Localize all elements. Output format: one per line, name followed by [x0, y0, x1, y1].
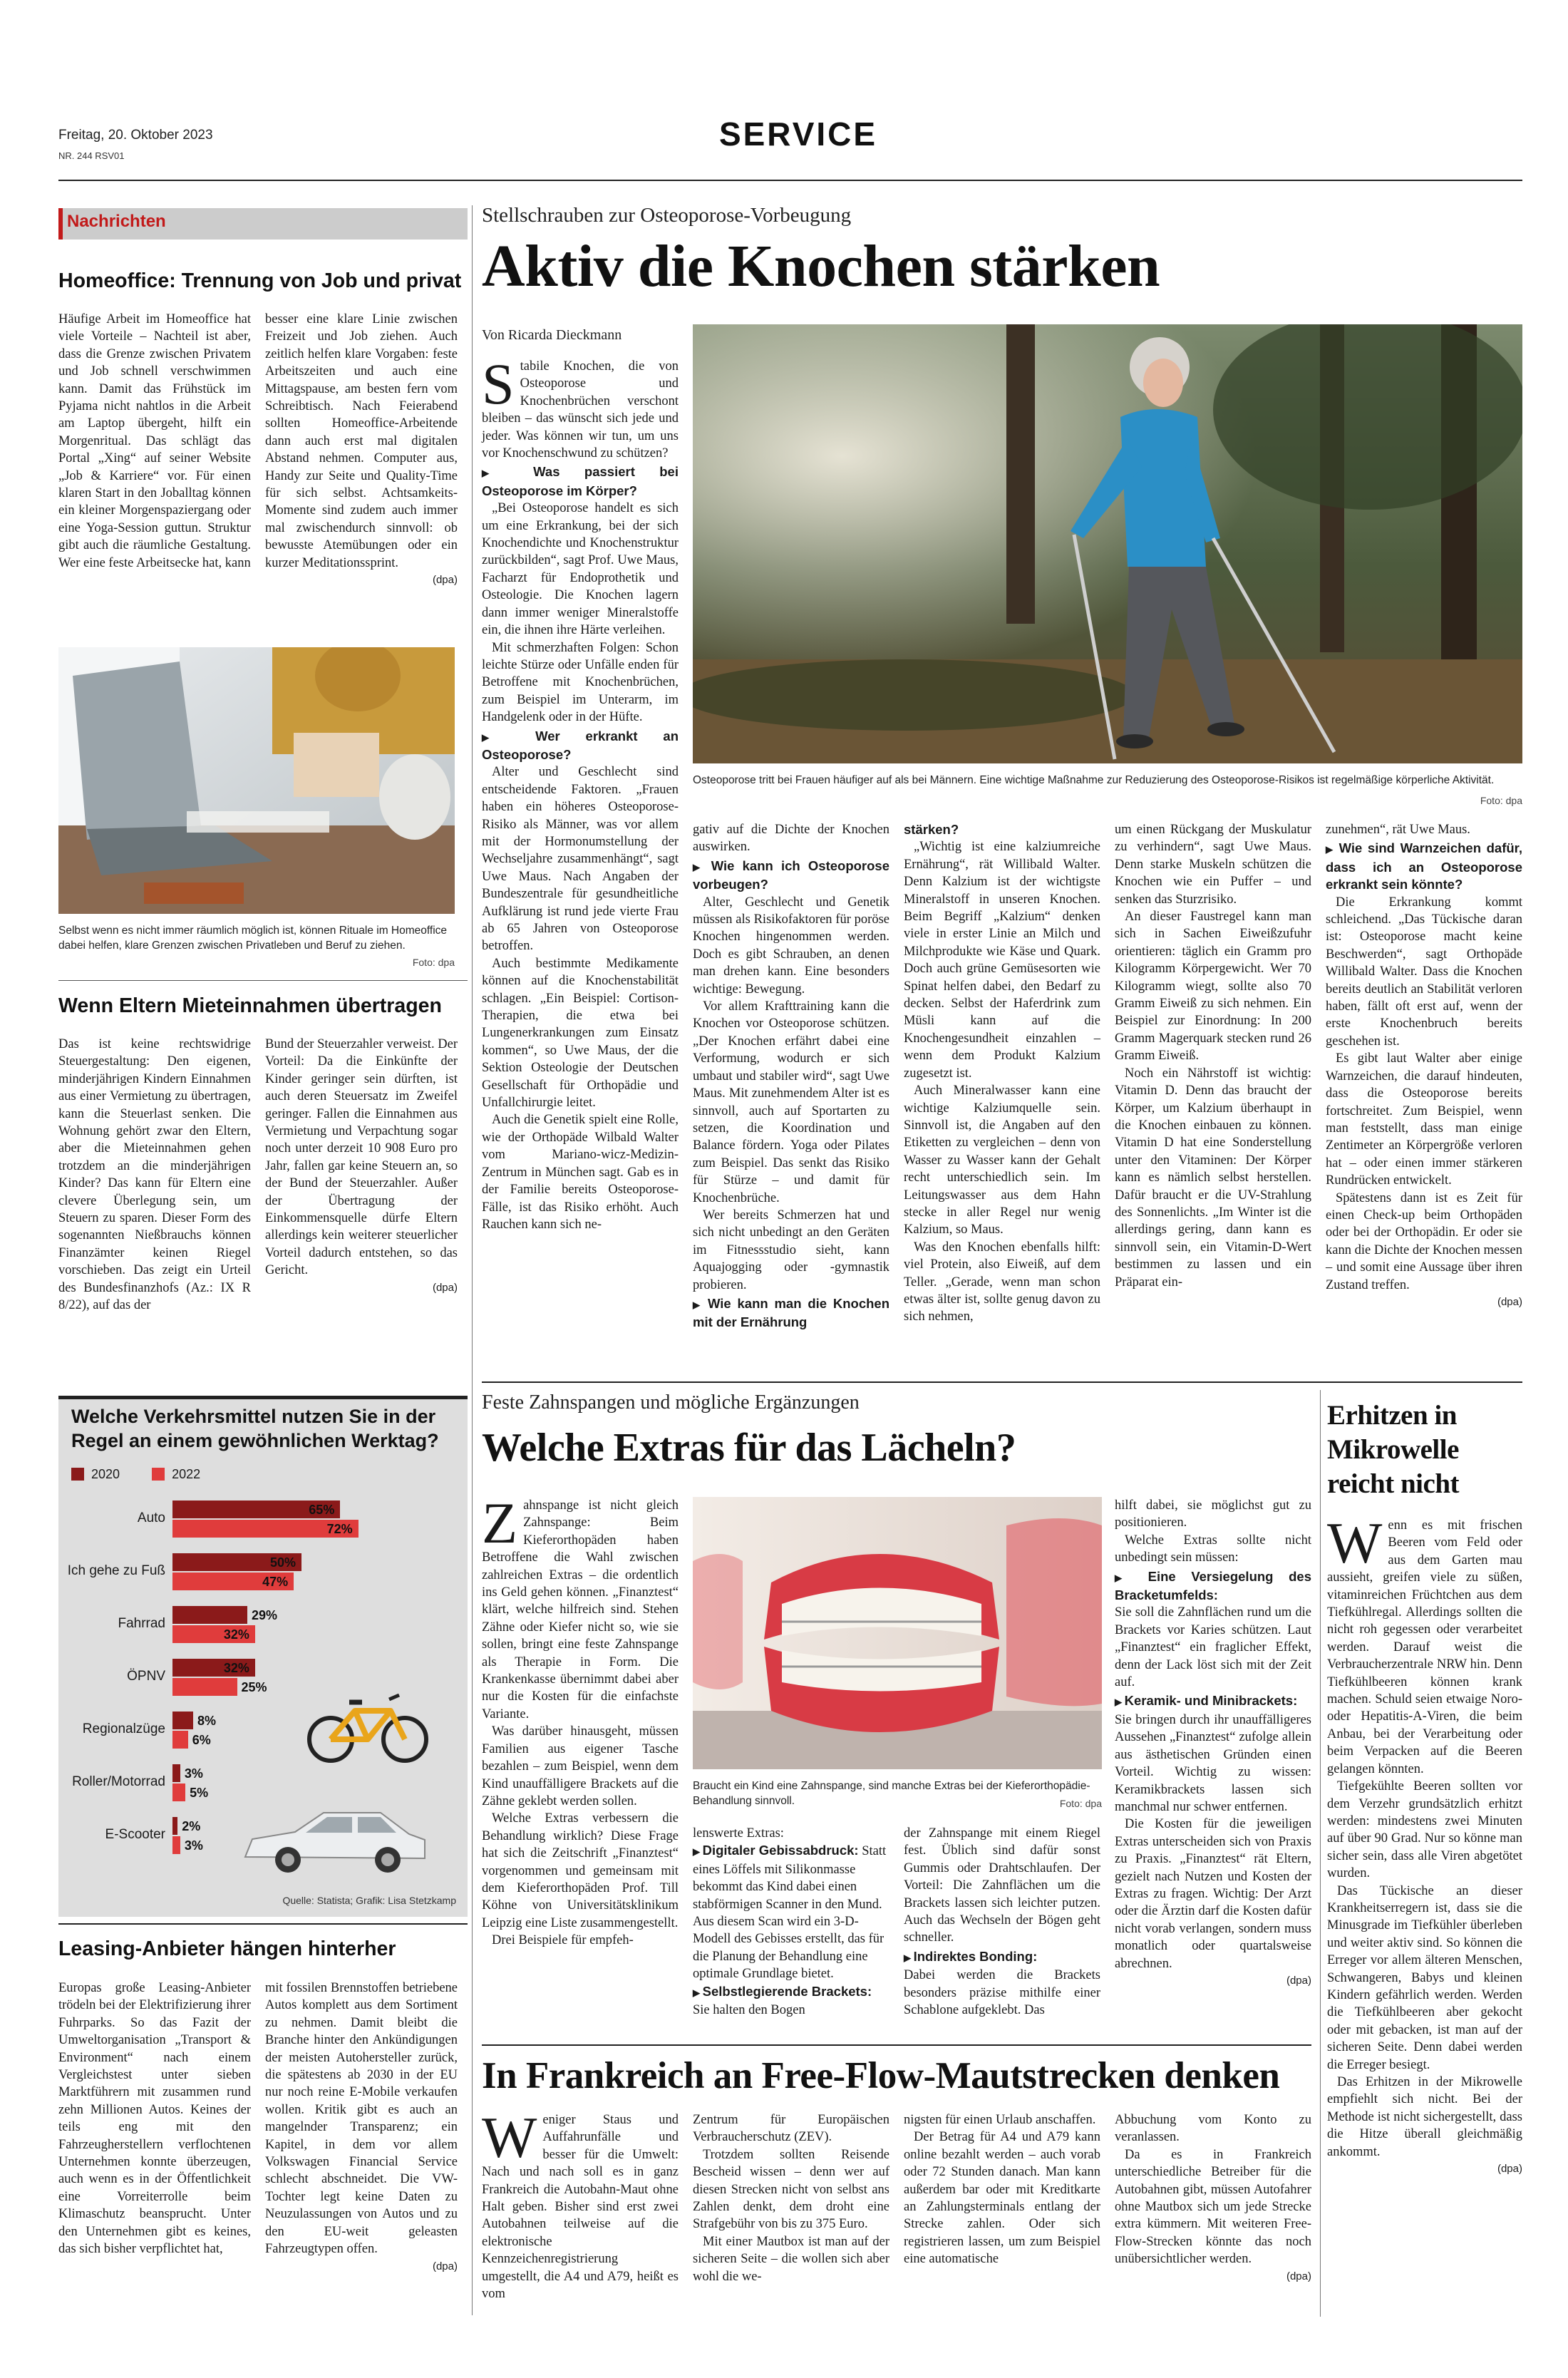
nordic-walking-illustration	[693, 324, 1522, 763]
chart-category-label: ÖPNV	[127, 1669, 165, 1684]
zahn-kicker: Feste Zahnspangen und mögliche Ergänzungen	[482, 1391, 860, 1414]
bicycle-icon	[305, 1689, 433, 1768]
maut-credit: (dpa)	[1286, 2270, 1311, 2282]
chart-bar-2022	[172, 1836, 180, 1854]
zahn-credit: (dpa)	[1286, 1974, 1311, 1987]
news-label: Nachrichten	[67, 212, 166, 231]
osteo-caption: Osteoporose tritt bei Frauen häufiger auf als bei Männern. Eine wichtige Maßnahme zur Reduzierung des Osteoporose-Risikos ist regelmäßige körperliche Aktivität.	[693, 774, 1495, 786]
zahn-col1: Zahnspange ist nicht gleich Zahnspange: Beim Kieferorthopäden haben Betroffene die Wahl zwischen zahlreichen Extras – die ordentlich ins Geld gehen können. „Finanztest“ klärt, welche hilfreich sind. Stehen Zähne oder Kiefer nicht so, wie sie sollen, bringt eine feste Zahnspange als Therapie in Form. Die Krankenkasse übernimmt dabei aber nur die Kosten für die einfachste Variante. Was darüber hinausgeht, müssen Familien aus eigener Tasche bezahlen – zum Beispiel, wenn dem Kind unauffälligere Brackets auf die Zähne geklebt werden sollen. Welche Extras verbessern die Behandlung wirklich? Diese Frage hat sich die Zeitschrift „Finanztest“ vorgenommen und gemeinsam mit dem Kieferorthopäden Prof. Till Köhne von Universitätsklinikum Leipzig eine Liste zusammengestellt. Drei Beispiele für empfeh-	[482, 1491, 679, 1948]
chart-legend	[71, 1465, 200, 1483]
mieten-credit: (dpa)	[432, 1281, 458, 1294]
leasing-col2: mit fossilen Brennstoffen betriebene Autos komplett aus dem Sortiment zu nehmen. Damit bleibt die Branche hinter den Ankündigungen der meisten Autohersteller zurück, die spätestens ab 2030 in der EU nur noch reine E-Mobile verkaufen wollen. Kritik gibt es auch an mangelnder Transparenz; ein Kapitel, in dem vor allem Volkswagen Financial Service schlecht abschneidet. Die VW-Tochter legt keine Daten zu Neuzulassungen von Autos und zu den EU-weit geleasten Fahrzeugtypen offen. (dpa)	[265, 1980, 458, 2275]
chart-source: Quelle: Statista; Grafik: Lisa Stetzkamp	[282, 1895, 456, 1906]
legend-2020: 2020	[91, 1467, 120, 1482]
chart-bar-2022	[172, 1678, 237, 1696]
column-rule	[472, 205, 473, 2315]
mieten-col2: Bund der Steuerzahler verweist. Der Vorteil: Da die Einkünfte der Kinder geringer sein dürften, ist auch deren Steuersatz im Zweifel geringer. Fallen die Einnahmen aus Vermietung und Verpachtung sogar noch unter derzeit 10 908 Euro pro Jahr, fallen gar keine Steuern an, so der Bund der Steuerzahler. Außer der Übertragung der Einkommensquelle dürfe Eltern allerdings kein weiterer steuerlicher Vorteil dadurch entstehen, so das Gericht. (dpa)	[265, 1036, 458, 1297]
legend-2022: 2022	[172, 1467, 201, 1482]
osteo-credit: (dpa)	[1497, 1295, 1522, 1308]
maut-col4: Abbuchung vom Konto zu veranlassen. Da es in Frankreich unterschiedliche Betreiber für die Autobahnen gibt, müssen Autofahrer ohne Mautbox sich um jede Strecke extra kümmern. Mit weiteren Free-Flow-Strecken könnte das noch unübersichtlicher werden. (dpa)	[1115, 2111, 1311, 2285]
osteo-col3: stärken? „Wichtig ist eine kalziumreiche Ernährung“, rät Willibald Walter. Denn Kalzium ist der wichtigste Mineralstoff in unseren Knochen. Beim Begriff „Kalzium“ denken viele in erster Linie an Milch und Milchprodukte wie Käse und Quark. Doch auch grüne Gemüsesorten wie Spinat helfen dabei, den Bedarf zu decken. Selbst der Haferdrink zum Müsli kann auf die Knochengesundheit einzahlen – wenn dem Produkt Kalzium zugesetzt ist. Auch Mineralwasser kann eine wichtige Kalziumquelle sein. Sinnvoll ist, die Angaben auf den Etiketten zu vergleichen – denn von Wasser zu Wasser kann der Gehalt recht unterschiedlich sein. Im Leitungswasser aus dem Hahn stecke in aller Regel nur wenig Kalzium, so Maus. Was den Knochen ebenfalls hilft: viel Protein, also Eiweiß, auf dem Teller. „Gerade, wenn man schon etwas älter ist, sollte genug davon zu sich nehmen,	[904, 822, 1100, 1324]
zahn-col3: der Zahnspange mit einem Riegel fest. Üblich sind dafür sonst Gummis oder Drahtschlaufen. Der Vorteil: Die Zahnflächen um die Brackets lassen sich leichter putzen. Auch das Wechseln der Bögen geht schneller. ▶ Indirektes Bonding: Dabei werden die Brackets besonders präzise mithilfe einer Schablone aufgeklebt. Das	[904, 1825, 1100, 2019]
chart-value-label: 29%	[251, 1608, 277, 1622]
column-rule	[1320, 1390, 1321, 2317]
homeoffice-headline: Homeoffice: Trennung von Job und privat	[58, 269, 462, 292]
chart-category-label: Fahrrad	[118, 1616, 165, 1631]
chart-value-label: 25%	[241, 1680, 267, 1694]
leasing-credit: (dpa)	[432, 2260, 458, 2273]
chart-bar-2020	[172, 1764, 180, 1782]
homeoffice-col2: besser eine klare Linie zwischen Freizeit und Job ziehen. Auch zeitlich helfen klare Vorgaben: feste Arbeitszeiten und auch eine Mittagspause, am besten fern vom Schreibtisch. Nach Feierabend sollten Homeoffice-Arbeitende dann auch erst mal digitalen Abstand nehmen. Computer aus, Handy zur Seite und Quality-Time für sich selbst. Achtsamkeits-Momente sind zudem auch immer mal zwischendurch sinnvoll: ob bewusste Atemübungen oder ein kurzer Meditationssprint. (dpa)	[265, 311, 458, 590]
chart-category-label: Ich gehe zu Fuß	[67, 1563, 165, 1578]
chart-value-label: 32%	[223, 1627, 249, 1642]
chart-value-label: 47%	[262, 1575, 289, 1589]
chart-bar-2022	[172, 1784, 185, 1801]
chart-value-label: 50%	[270, 1555, 296, 1570]
braces-model-illustration	[693, 1497, 1102, 1769]
maut-headline: In Frankreich an Free-Flow-Mautstrecken denken	[482, 2055, 1280, 2096]
chart-bar-2022	[172, 1731, 188, 1749]
divider	[482, 2044, 1311, 2046]
zahn-photo-credit: Foto: dpa	[1059, 1798, 1102, 1809]
chart-value-label: 32%	[223, 1661, 249, 1675]
chart-bar-2020	[172, 1606, 247, 1624]
osteo-byline: Von Ricarda Dieckmann	[482, 327, 622, 343]
news-label-bar	[58, 208, 468, 240]
homeoffice-photo-credit: Foto: dpa	[412, 957, 455, 968]
zahn-col4: hilft dabei, sie möglichst gut zu positionieren. Welche Extras sollte nicht unbedingt sein müssen: ▶ Eine Versiegelung des Bracketumfelds: Sie soll die Zahnflächen rund um die Brackets vor Karies schützen. Laut „Finanztest“ ein fraglicher Effekt, denn der Lack löst sich mit der Zeit auf. ▶ Keramik- und Minibrackets: Sie bringen durch ihr unauffälligeres Aussehen „Finanztest“ zufolge allein aus ästhetischen Gründen einen Vorteil. Wichtig zu wissen: Keramikbrackets lassen sich manchmal nur schwer entfernen. Die Kosten für die jeweiligen Extras unterscheiden sich von Praxis zu Praxis. „Finanztest“ rät Eltern, gezielt nach Nutzen und Kosten der Extras zu fragen. Wichtig: Der Arzt oder die Ärztin darf die Kosten dafür nicht vorab verlangen, sondern muss monatlich oder quartalsweise abrechnen. (dpa)	[1115, 1497, 1311, 1990]
chart-value-label: 6%	[192, 1733, 211, 1747]
divider	[58, 980, 468, 981]
chart-value-label: 5%	[190, 1786, 209, 1800]
zahn-photo	[693, 1497, 1102, 1769]
maut-col2: Zentrum für Europäischen Verbraucherschutz (ZEV). Trotzdem sollten Reisende Bescheid wissen – denn wer auf diesen Strecken nicht von selbst ans Zahlen denkt, dem droht eine Strafgebühr von bis zu 375 Euro. Mit einer Mautbox ist man auf der sicheren Seite – die wollen sich aber wohl die we-	[693, 2113, 889, 2284]
osteo-col4: um einen Rückgang der Muskulatur zu verhindern“, sagt Uwe Maus. Denn starke Muskeln schützen die Knochen wie ein Puffer – und senken das Sturzrisiko. An dieser Faustregel kann man sich in Sachen Eiweißzufuhr orientieren: täglich ein Gramm pro Kilogramm Körpergewicht. Wer 70 Kilogramm wiegt, sollte also 70 Gramm Eiweiß zu sich nehmen. Ein Beispiel zur Einordnung: In 200 Gramm Magerquark stecken rund 26 Gramm Eiweiß. Noch ein Nährstoff ist wichtig: Vitamin D. Denn das braucht der Körper, um Kalzium überhaupt in die Knochen einbauen zu können. Vitamin D hat eine Sonderstellung unter den Vitaminen: Der Körper kann es nämlich selbst herstellen. Dafür braucht er die UV-Strahlung des Sonnenlichts. „Im Winter ist die allerdings gering, dann kann es sinnvoll sein, ein Vitamin-D-Wert bestimmen zu lassen und ein Präparat ein-	[1115, 823, 1311, 1290]
chart-bar-2020	[172, 1817, 177, 1835]
homeoffice-photo	[58, 647, 455, 914]
legend-swatch-2020	[71, 1468, 84, 1481]
leasing-col1: Europas große Leasing-Anbieter trödeln bei der Elektrifizierung ihrer Fuhrparks. So das Fazit der Umweltorganisation „Transport & Environment“ nach einem Vergleichstest unter sieben Marktführern mit zusammen rund zehn Millionen Autos. Keines der teils eng mit den Fahrzeugherstellern verflochtenen Unternehmen konnte überzeugen, auch wenn es in der Öffentlichkeit eine Vorreiterrolle beim Klimaschutz beansprucht. Unter den Unternehmen gibt es keines, das sich bisher verpflichtet hat,	[58, 1981, 251, 2257]
chart-value-label: 72%	[326, 1522, 353, 1536]
osteo-photo	[693, 324, 1522, 763]
issue-date: Freitag, 20. Oktober 2023	[58, 128, 213, 143]
zahn-headline: Welche Extras für das Lächeln?	[482, 1426, 1016, 1470]
chart-category-label: Roller/Motorrad	[72, 1774, 165, 1789]
header-rule	[58, 180, 1522, 181]
leasing-headline: Leasing-Anbieter hängen hinterher	[58, 1937, 396, 1960]
osteo-kicker: Stellschrauben zur Osteoporose-Vorbeugung	[482, 204, 852, 227]
section-title: SERVICE	[718, 115, 878, 153]
zahn-initial: Z	[482, 1491, 518, 1555]
osteo-headline: Aktiv die Knochen stärken	[482, 233, 1160, 299]
zahn-col2: lenswerte Extras: ▶ Digitaler Gebissabdruck: Statt eines Löffels mit Silikonmasse bekommt das Kind dabei einen stabförmigen Scanner in den Mund. Aus diesem Scan wird ein 3-D-Modell des Gebisses erstellt, das für die Planung der Behandlung eine optimale Grundlage bietet. ▶ Selbstlegierende Brackets: Sie halten den Bogen	[693, 1825, 889, 2019]
homeoffice-caption: Selbst wenn es nicht immer räumlich möglich ist, können Rituale im Homeoffice dabei helfen, klare Grenzen zwischen Privatleben und Beruf zu ziehen.	[58, 925, 448, 952]
chart-bar-2020	[172, 1712, 193, 1729]
issue-number: NR. 244 RSV01	[58, 150, 125, 161]
beeren-initial: W	[1327, 1510, 1383, 1575]
homeoffice-col1: Häufige Arbeit im Homeoffice hat viele Vorteile – Nachteil ist aber, dass die Grenze zwischen Privatem und Job schnell verschwimmen kann. Damit das Frühstück im Pyjama nicht nahtlos in die Arbeit am Laptop übergeht, hilft ein Morgenritual. Das schlägt das Portal „Xing“ auf seiner Website „Job & Karriere“ vor. Für einen klaren Start in den Joballtag können ein kleiner Morgenspaziergang oder eine Yoga-Session guttun. Struktur gibt auch die räumliche Gestaltung. Wer eine feste Arbeitsecke hat, kann	[58, 312, 251, 570]
divider	[58, 1923, 468, 1925]
chart-value-label: 8%	[197, 1714, 216, 1728]
maut-col3: nigsten für einen Urlaub anschaffen. Der Betrag für A4 und A79 kann online bezahlt werden – auch vorab oder 72 Stunden danach. Man kann außerdem bar oder mit Kreditkarte an Zahlungsterminals entlang der Strecke zahlen. Oder sich registrieren lassen, um zum Beispiel eine automatische	[904, 2113, 1100, 2267]
chart-category-label: E-Scooter	[105, 1827, 165, 1842]
osteo-col5: zunehmen“, rät Uwe Maus. ▶ Wie sind Warnzeichen dafür, dass ich an Osteoporose erkrankt sein könnte? Die Erkrankung kommt schleichend. „Das Tückische daran ist: Osteoporose macht keine Beschwerden“, sagt Orthopäde Willibald Walter. Dass die Knochen bereits deutlich an Stabilität verloren haben, fällt oft erst auf, wenn der erste Knochenbruch bereits geschehen ist. Es gibt laut Walter aber einige Warnzeichen, die darauf hindeuten, dass die Osteoporose bereits fortschreitet. Zum Beispiel, wenn man feststellt, dass man einige Zentimeter an Körpergröße verloren hat – oder einen immer stärkeren Rundrücken entwickelt. Spätestens dann ist es Zeit für einen Check-up beim Orthopäden oder bei der Orthopädin. Er oder sie kann die Dichte der Knochen messen – und somit eine Aussage über ihren Zustand treffen. (dpa)	[1326, 821, 1522, 1311]
osteo-photo-credit: Foto: dpa	[1480, 795, 1522, 806]
maut-col1: Weniger Staus und Auffahrunfälle und besser für die Umwelt: Nach und nach soll es in ganz Frankreich die Autobahn-Maut ohne Halt geben. Bisher sind erst zwei Autobahnen teilweise auf die elektronische Kennzeichenregistrierung umgestellt, die A4 und A79, heißt es vom	[482, 2105, 679, 2302]
mieten-headline: Wenn Eltern Mieteinnahmen übertragen	[58, 994, 442, 1017]
chart-category-label: Regionalzüge	[82, 1721, 165, 1736]
chart-value-label: 3%	[184, 1766, 203, 1781]
divider	[482, 1381, 1522, 1383]
maut-initial: W	[482, 2105, 537, 2170]
chart-title: Welche Verkehrsmittel nutzen Sie in der Regel an einem gewöhnlichen Werktag?	[71, 1406, 439, 1451]
osteo-col2: gativ auf die Dichte der Knochen auswirken. ▶ Wie kann ich Osteoporose vorbeugen? Alter, Geschlecht und Genetik müssen als Risikofaktoren für poröse Knochen hingenommen werden. Doch es gibt Schrauben, an denen man drehen kann. Eine besonders wichtige: Bewegung. Vor allem Krafttraining kann die Knochen vor Osteoporose schützen. „Der Knochen erfährt dabei eine Verformung, wodurch er sich umbaut und stabiler wird“, sagt Uwe Maus. Mit zunehmendem Alter ist es sinnvoll, auch auf Sportarten zu setzen, die Koordination und Balance fördern. Yoga oder Pilates zum Beispiel. Das senkt das Risiko für Stürze – und damit für Knochenbrüche. Wer bereits Schmerzen hat und sich nicht unbedingt an den Geräten im Fitnessstudio sieht, kann Aquajogging oder -gymnastik probieren. ▶ Wie kann man die Knochen mit der Ernährung	[693, 821, 889, 1332]
chart-top-rule	[58, 1396, 468, 1399]
homeoffice-illustration	[58, 647, 455, 914]
chart-value-label: 2%	[182, 1819, 201, 1833]
zahn-caption: Braucht ein Kind eine Zahnspange, sind manche Extras bei der Kieferorthopädie-Behandlung sinnvoll.	[693, 1780, 1090, 1807]
beeren-credit: (dpa)	[1497, 2163, 1522, 2176]
legend-swatch-2022	[152, 1468, 165, 1481]
mieten-col1: Das ist keine rechtswidrige Steuergestaltung: Den eigenen, minderjährigen Kindern Einnahmen aus einer Vermietung zu übertragen, kann die Steuerlast senken. Die Wohnung gehört zwar den Eltern, aber die Mieteinnahmen gehen trotzdem an die minderjährigen Kinder? Das kann für Eltern eine clevere Überlegung sein, um Steuern zu sparen. Dieser Form des sogenannten Nießbrauchs können Finanzämter keinen Riegel vorschieben. Das zeigt ein Urteil des Bundesfinanzhofs (Az.: IX R 8/22), auf das der	[58, 1037, 251, 1313]
car-icon	[238, 1800, 430, 1878]
chart-value-label: 65%	[309, 1503, 335, 1517]
beeren-text: Wenn es mit frischen Beeren vom Feld oder aus dem Garten mau aussieht, greifen viele zu süßen, vitaminreichen Früchtchen aus dem Tiefkühlregal. Allerdings sollten die nicht roh gegessen oder verarbeitet werden. Darauf weist die Verbraucherzentrale NRW hin. Denn Tiefkühlbeeren können krank machen. Schuld seien etwaige Noro- oder Hepatitis-A-Viren, die beim Anbau, bei der Verarbeitung oder beim Verpacken auf die Beeren gelangen könnten. Tiefgekühlte Beeren sollten vor dem Verzehr grundsätzlich erhitzt werden: mindestens zwei Minuten auf über 90 Grad. Nur so könne man sicher sein, dass alle Viren abgetötet wurden. Das Tückische an dieser Krankheitserregern ist, dass sie die Minusgrade im Tiefkühler überleben und weiter aktiv sind. So können die Erreger vor allem älteren Menschen, Schwangeren, Babys und kleinen Kindern gefährlich werden. Werden die Tiefkühlbeeren aber gekocht oder mit gebacken, ist man auf der sicheren Seite. Denn dabei werden die Erreger besiegt. Das Erhitzen in der Mikrowelle empfiehlt sich nicht. Bei der Methode ist nicht sichergestellt, dass die Hitze überall gleichmäßig ankommt. (dpa)	[1327, 1517, 1522, 2178]
chart-value-label: 3%	[184, 1838, 203, 1853]
osteo-col1: Stabile Knochen, die von Osteoporose und Knochenbrüchen verschont bleiben – das wünscht sich jede und jeder. Was können wir tun, um uns vor Knochenschwund zu schützen? ▶ Was passiert bei Osteoporose im Körper? „Bei Osteoporose handelt es sich um eine Erkrankung, bei der sich Knochendichte und Knochenstruktur zurückbilden“, sagt Prof. Uwe Maus, Facharzt für Endoprothetik und Osteologie. Die Knochen lagern dann immer weniger Mineralstoffe ein, die ihnen ihre Härte verleihen. Mit schmerzhaften Folgen: Schon leichte Stürze oder Unfälle enden für Betroffene mit Knochenbrüchen, zum Beispiel im Unterarm, im Handgelenk oder in der Hüfte. ▶ Wer erkrankt an Osteoporose? Alter und Geschlecht sind entscheidende Faktoren. „Frauen haben ein höheres Osteoporose-Risiko als Männer, was vor allem mit der Hormonumstellung der Wechseljahre zusammenhängt“, sagt Uwe Maus. Nach Angaben der Bundeszentrale für gesundheitliche Aufklärung ist rund jede vierte Frau ab 65 Jahren von Osteoporose betroffen. Auch bestimmte Medikamente können auf die Knochenstabilität schlagen. „Ein Beispiel: Cortison-Therapien, die etwa bei Lungenerkrankungen zum Einsatz kommen“, so Uwe Maus, der die Sektion Osteologie der Deutschen Gesellschaft für Orthopädie und Unfallchirurgie leitet. Auch die Genetik spielt eine Rolle, wie der Orthopäde Wilbald Walter vom Mariano-wicz-Medizin-Zentrum in München sagt. Gab es in der Familie bereits Osteoporose-Fälle, ist das Risiko erhöht. Auch Rauchen kann sich ne-	[482, 358, 679, 1233]
beeren-headline: Erhitzen in Mikrowelle reicht nicht	[1327, 1400, 1460, 1499]
homeoffice-credit: (dpa)	[432, 574, 458, 587]
osteo-initial: S	[482, 351, 515, 416]
chart-category-label: Auto	[137, 1510, 165, 1525]
